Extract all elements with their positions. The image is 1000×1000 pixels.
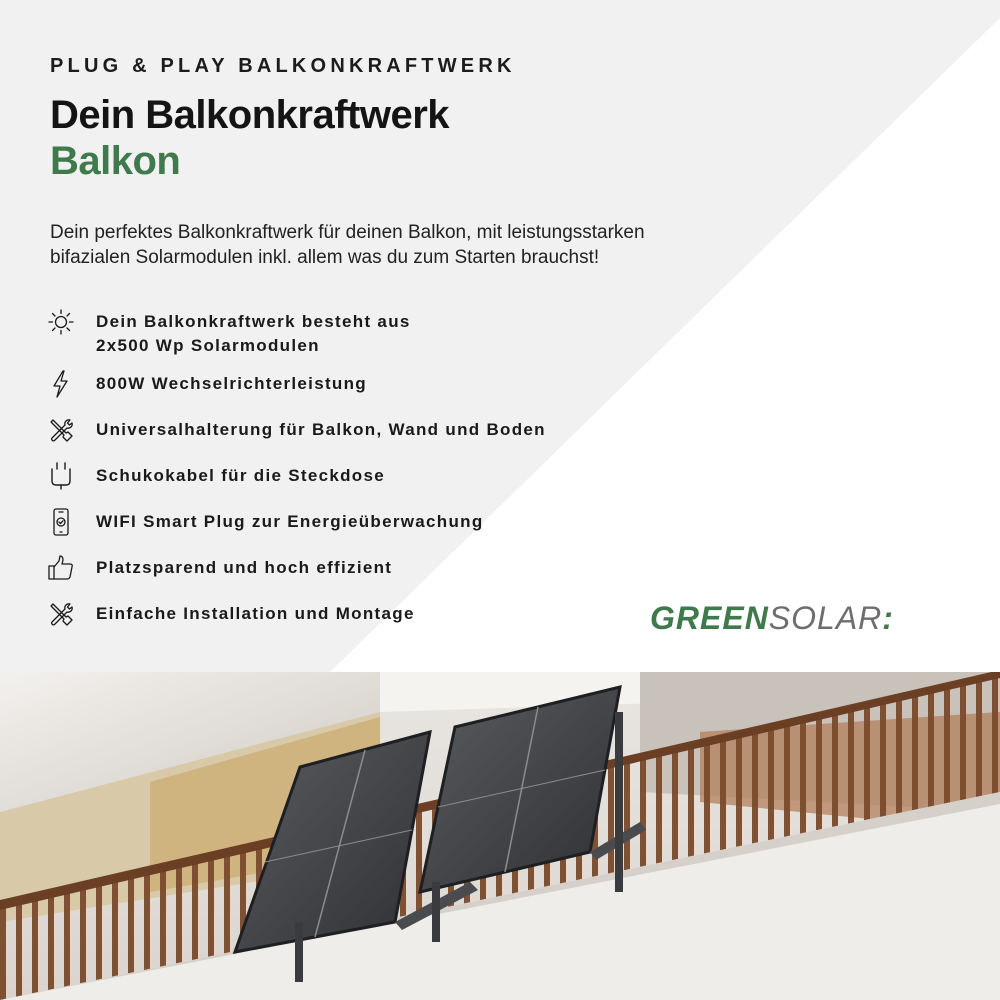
description-line: Dein perfektes Balkonkraftwerk für deinen Balkon, mit leistungsstarken — [50, 222, 645, 243]
feature-text: Schukokabel für die Steckdose — [96, 466, 386, 485]
logo-solar-text: SOLAR — [768, 600, 883, 636]
description-line: bifazialen Solarmodulen inkl. allem was du zum Starten brauchst! — [50, 247, 600, 268]
product-description — [50, 220, 790, 270]
thumbs-up-icon — [46, 553, 76, 583]
feature-item — [46, 372, 666, 418]
page-subtitle: Balkon — [50, 139, 181, 183]
feature-text: 2x500 Wp Solarmodulen — [96, 336, 320, 355]
feature-list — [46, 310, 666, 648]
sun-icon — [46, 307, 76, 337]
feature-item — [46, 602, 666, 648]
tools-icon — [46, 415, 76, 445]
balcony-photo — [0, 672, 1000, 1000]
feature-text: Platzsparend und hoch effizient — [96, 558, 393, 577]
eyebrow-text: PLUG & PLAY BALKONKRAFTWERK — [50, 55, 516, 77]
feature-text: Universalhalterung für Balkon, Wand und Boden — [96, 420, 546, 439]
tools-icon — [46, 599, 76, 629]
feature-text: Einfache Installation und Montage — [96, 604, 415, 623]
feature-item — [46, 510, 666, 556]
logo-green-text: GREEN — [650, 600, 769, 636]
plug-icon — [46, 461, 76, 491]
feature-item — [46, 418, 666, 464]
greensolar-logo — [650, 598, 894, 638]
feature-text: Dein Balkonkraftwerk besteht aus — [96, 312, 411, 331]
feature-item — [46, 310, 666, 372]
logo-mark: : — [882, 600, 894, 636]
feature-text: 800W Wechselrichterleistung — [96, 374, 367, 393]
smartphone-icon — [46, 507, 76, 537]
feature-item — [46, 464, 666, 510]
lightning-icon — [46, 369, 76, 399]
feature-item — [46, 556, 666, 602]
feature-text: WIFI Smart Plug zur Energieüberwachung — [96, 512, 484, 531]
page-title: Dein Balkonkraftwerk — [50, 93, 450, 137]
